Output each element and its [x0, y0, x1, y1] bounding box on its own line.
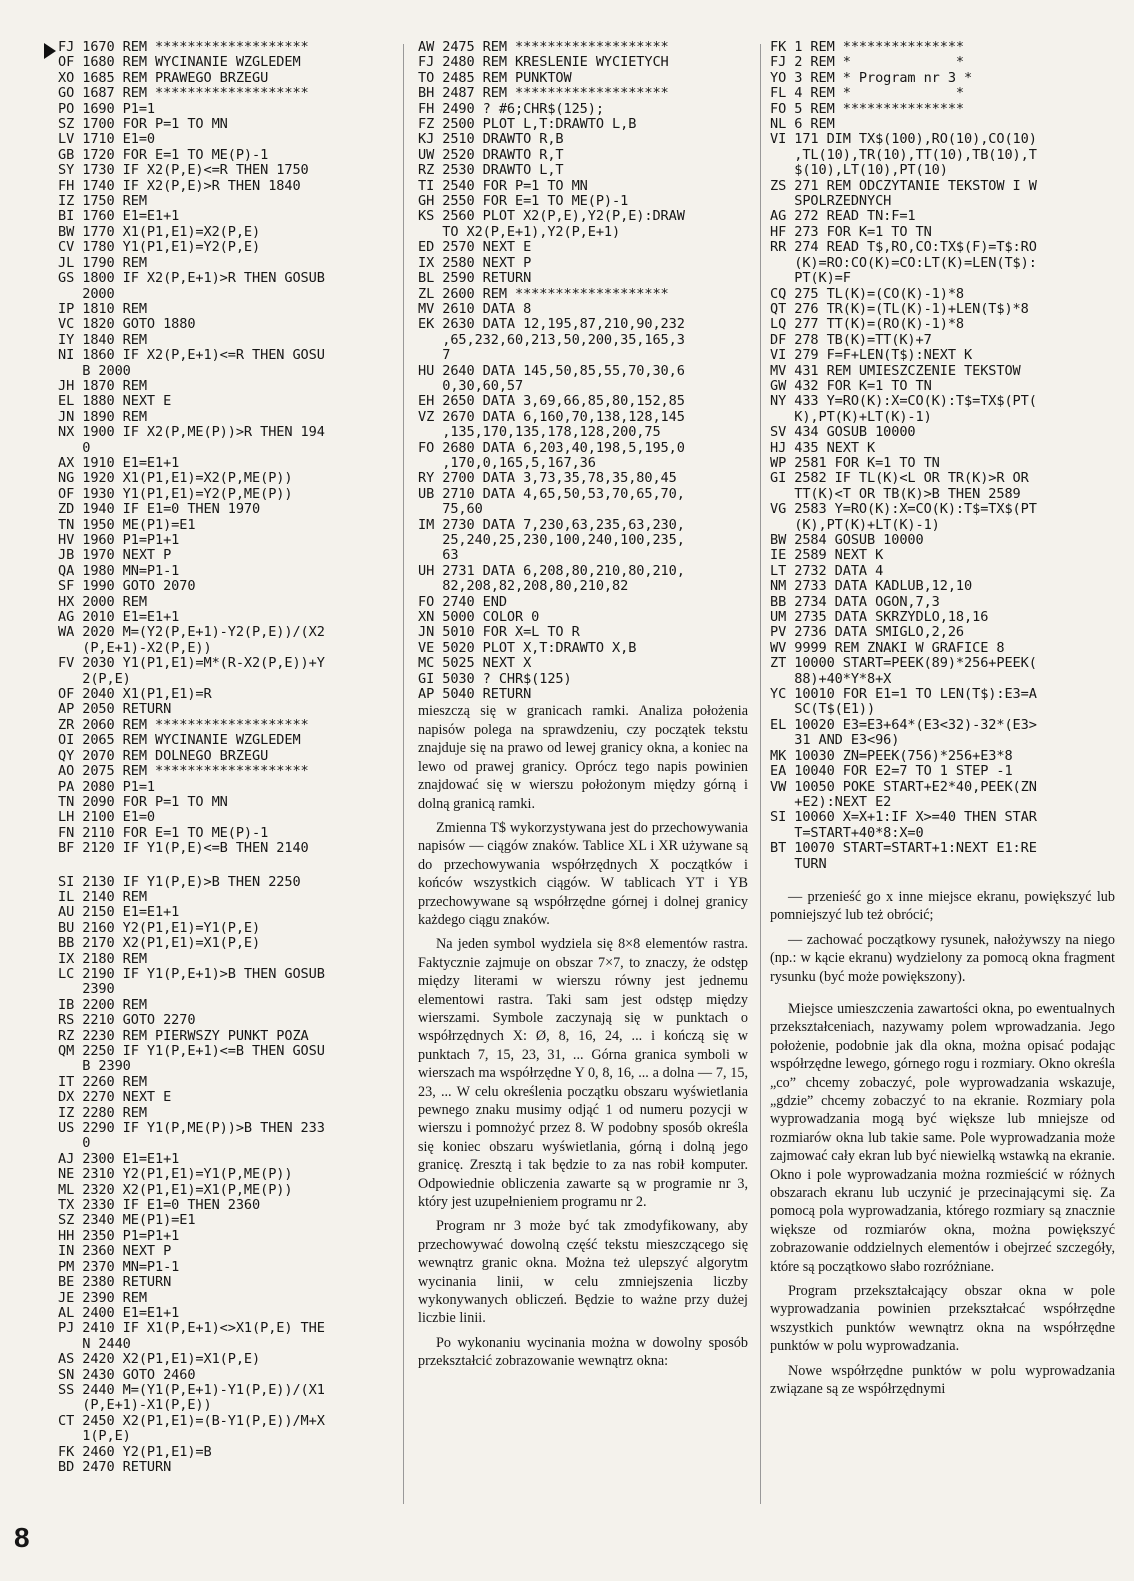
- code-listing: AW 2475 REM ******************* FJ 2480 REM KRESLENIE WYCIETYCH TO 2485 REM PUNKTOW BH 2487 REM ******************* FH 2490 ? #6;CHR$(125); FZ 2500 PLOT L,T:DRAWTO L,B KJ 2510 DRAWTO R,B UW 2520 DRAWTO R,T RZ 2530 DRAWTO L,T TI 2540 FOR P=1 TO MN GH 2550 FOR E=1 TO ME(P)-1 KS 2560 PLOT X2(P,E),Y2(P,E):DRAW TO X2(P,E+1),Y2(P,E+1) ED 2570 NEXT E IX 2580 NEXT P BL 2590 RETURN ZL 2600 REM ******************* MV 2610 DATA 8 EK 2630 DATA 12,195,87,210,90,232 ,65,232,60,213,50,200,35,165,3 7 HU 2640 DATA 145,50,85,55,70,30,6 0,30,60,57 EH 2650 DATA 3,69,66,85,80,152,85 VZ 2670 DATA 6,160,70,138,128,145 ,135,170,135,178,128,200,75 FO 2680 DATA 6,203,40,198,5,195,0 ,170,0,165,5,167,36 RY 2700 DATA 3,73,35,78,35,80,45 UB 2710 DATA 4,65,50,53,70,65,70, 75,60 IM 2730 DATA 7,230,63,235,63,230, 25,240,25,230,100,240,100,235, 63 UH 2731 DATA 6,208,80,210,80,210, 82,208,82,208,80,210,82 FO 2740 END XN 5000 COLOR 0 JN 5010 FOR X=L TO R VE 5020 PLOT X,T:DRAWTO X,B MC 5025 NEXT X GI 5030 ? CHR$(125) AP 5040 RETURN: [418, 39, 685, 703]
- article-text: [418, 702, 748, 1370]
- article-text: [770, 888, 1115, 1399]
- paragraph: Nowe współrzędne punktów w polu wyprowadzania związane są ze współrzędnymi: [770, 1362, 1115, 1398]
- spacer: [58, 857, 388, 875]
- paragraph: Po wykonaniu wycinania można w dowolny sposób przekształcić zobrazowanie wewnątrz okna:: [418, 1334, 748, 1370]
- paragraph: Program przekształcający obszar okna w pole wyprowadzania powinien przekształcać współrzędne wszystkich punktów wewnątrz okna na współrzędne punktów w polu wyprowadzania.: [770, 1283, 1115, 1355]
- paragraph: — zachować początkowy rysunek, nałożywszy na niego (np.: w kącie ekranu) wydzielony za pomocą okna fragment rysunku (być może powiększony).: [770, 931, 1115, 985]
- paragraph: Na jeden symbol wydziela się 8×8 elementów rastra. Faktycznie zajmuje on obszar 7×7, to znaczy, że odstęp między literami w wierszu równy jest jednemu elementowi rastra. Taki sam jest odstęp między wierszami. Symbole zaczynają się w punktach o współrzędnych X: Ø, 8, 16, 24, ... i kończą się w punktach 7, 15, 23, 31, ... Górna granica symboli w wierszach ma współrzędne Y 0, 8, 16, ... a dolna — 7, 15, 23, ... W celu określenia początku obszaru wyświetlania pewnego znaku musimy odjąć 1 od numeru pozycji w wierszu i pomnożyć przez 8. W podobny sposób określa się koniec obszaru wyświetlania, górną i dolną jego granicę. Zresztą i tak będzie to za nas robił komputer. Odpowiednie obliczenia zawarte są w programie nr 3, który jest uzupełnieniem programu nr 2.: [418, 936, 748, 1211]
- paragraph: Miejsce umieszczenia zawartości okna, po ewentualnych przekształceniach, nazywamy polem wprowadzania. Jego położenie, podobnie jak dla okna, można opisać podając współrzędne lewego, górnego rogu i rozmiary. Okno określa „co” chcemy zobaczyć, pole wyprowadzania wskazuje, „gdzie” chcemy zobaczyć to na ekranie. Rozmiary pola wyprowadzania mogą być większe lub mniejsze od rozmiarów okna lub takie same. Pole wyprowadzania może zajmować cały ekran lub być niewielką wstawką na ekranie. Okno i pole wyprowadzania można rozmieścić w różnych obszarach ekranu lub uczynić je przecinającymi się. Za pomocą pola wyprowadzania, którego rozmiary są znacznie większe od rozmiarów okna, można powiększyć zobrazowanie oddzielnych elementów i obejrzeć szczegóły, które są początkowo słabo rozróżniane.: [770, 1000, 1115, 1275]
- paragraph: Program nr 3 może być tak zmodyfikowany, aby przechowywać dowolną część tekstu mieszczącego się wewnątrz granic okna. Można też ulepszyć algorytm wycinania linii, w celu zmniejszenia liczby wykonywanych obliczeń. Będzie to ważne przy dużej liczbie linii.: [418, 1218, 748, 1327]
- code-listing: FJ 1670 REM ******************* OF 1680 REM WYCINANIE WZGLEDEM XO 1685 REM PRAWEGO BRZEGU GO 1687 REM ******************* PO 1690 P1=1 SZ 1700 FOR P=1 TO MN LV 1710 E1=0 GB 1720 FOR E=1 TO ME(P)-1 SY 1730 IF X2(P,E)<=R THEN 1750 FH 1740 IF X2(P,E)>R THEN 1840 IZ 1750 REM BI 1760 E1=E1+1 BW 1770 X1(P1,E1)=X2(P,E) CV 1780 Y1(P1,E1)=Y2(P,E) JL 1790 REM GS 1800 IF X2(P,E+1)>R THEN GOSUB 2000 IP 1810 REM VC 1820 GOTO 1880 IY 1840 REM NI 1860 IF X2(P,E+1)<=R THEN GOSU B 2000 JH 1870 REM EL 1880 NEXT E JN 1890 REM NX 1900 IF X2(P,ME(P))>R THEN 194 0 AX 1910 E1=E1+1 NG 1920 X1(P1,E1)=X2(P,ME(P)) OF 1930 Y1(P1,E1)=Y2(P,ME(P)) ZD 1940 IF E1=0 THEN 1970 TN 1950 ME(P1)=E1 HV 1960 P1=P1+1 JB 1970 NEXT P QA 1980 MN=P1-1 SF 1990 GOTO 2070 HX 2000 REM AG 2010 E1=E1+1 WA 2020 M=(Y2(P,E+1)-Y2(P,E))/(X2 (P,E+1)-X2(P,E)) FV 2030 Y1(P1,E1)=M*(R-X2(P,E))+Y 2(P,E) OF 2040 X1(P1,E1)=R AP 2050 RETURN ZR 2060 REM ******************* OI 2065 REM WYCINANIE WZGLEDEM QY 2070 REM DOLNEGO BRZEGU AO 2075 REM ******************* PA 2080 P1=1 TN 2090 FOR P=1 TO MN LH 2100 E1=0 FN 2110 FOR E=1 TO ME(P)-1 BF 2120 IF Y1(P,E)<=B THEN 2140: [58, 39, 325, 857]
- code-listing: FK 1 REM *************** FJ 2 REM * * YO 3 REM * Program nr 3 * FL 4 REM * * FO 5 REM *************** NL 6 REM VI 171 DIM TX$(100),RO(10),CO(10) ,TL(10),TR(10),TT(10),TB(10),T $(10),LT(10),PT(10) ZS 271 REM ODCZYTANIE TEKSTOW I W SPOLRZEDNYCH AG 272 READ TN:F=1 HF 273 FOR K=1 TO TN RR 274 READ T$,RO,CO:TX$(F)=T$:RO (K)=RO:CO(K)=CO:LT(K)=LEN(T$): PT(K)=F CQ 275 TL(K)=(CO(K)-1)*8 QT 276 TR(K)=(TL(K)-1)+LEN(T$)*8 LQ 277 TT(K)=(RO(K)-1)*8 DF 278 TB(K)=TT(K)+7 VI 279 F=F+LEN(T$):NEXT K MV 431 REM UMIESZCZENIE TEKSTOW GW 432 FOR K=1 TO TN NY 433 Y=RO(K):X=CO(K):T$=TX$(PT( K),PT(K)+LT(K)-1) SV 434 GOSUB 10000 HJ 435 NEXT K WP 2581 FOR K=1 TO TN GI 2582 IF TL(K)<L OR TR(K)>R OR TT(K)<T OR TB(K)>B THEN 2589 VG 2583 Y=RO(K):X=CO(K):T$=TX$(PT (K),PT(K)+LT(K)-1) BW 2584 GOSUB 10000 IE 2589 NEXT K LT 2732 DATA 4 NM 2733 DATA KADLUB,12,10 BB 2734 DATA OGON,7,3 UM 2735 DATA SKRZYDLO,18,16 PV 2736 DATA SMIGLO,2,26 WV 9999 REM ZNAKI W GRAFICE 8 ZT 10000 START=PEEK(89)*256+PEEK( 88)+40*Y*8+X YC 10010 FOR E1=1 TO LEN(T$):E3=A SC(T$(E1)) EL 10020 E3=E3+64*(E3<32)-32*(E3> 31 AND E3<96) MK 10030 ZN=PEEK(756)*256+E3*8 EA 10040 FOR E2=7 TO 1 STEP -1 VW 10050 POKE START+E2*40,PEEK(ZN +E2):NEXT E2 SI 10060 X=X+1:IF X>=40 THEN STAR T=START+40*8:X=0 BT 10070 START=START+1:NEXT E1:RE TURN: [770, 39, 1037, 872]
- column-divider: [760, 44, 761, 1504]
- arrow-marker-icon: [44, 43, 56, 59]
- code-listing: SI 2130 IF Y1(P,E)>B THEN 2250 IL 2140 REM AU 2150 E1=E1+1 BU 2160 Y2(P1,E1)=Y1(P,E) BB 2170 X2(P1,E1)=X1(P,E) IX 2180 REM LC 2190 IF Y1(P,E+1)>B THEN GOSUB 2390 IB 2200 REM RS 2210 GOTO 2270 RZ 2230 REM PIERWSZY PUNKT POZA QM 2250 IF Y1(P,E+1)<=B THEN GOSU B 2390 IT 2260 REM DX 2270 NEXT E IZ 2280 REM US 2290 IF Y1(P,ME(P))>B THEN 233 0 AJ 2300 E1=E1+1 NE 2310 Y2(P1,E1)=Y1(P,ME(P)) ML 2320 X2(P1,E1)=X1(P,ME(P)) TX 2330 IF E1=0 THEN 2360 SZ 2340 ME(P1)=E1 HH 2350 P1=P1+1 IN 2360 NEXT P PM 2370 MN=P1-1 BE 2380 RETURN JE 2390 REM AL 2400 E1=E1+1 PJ 2410 IF X1(P,E+1)<>X1(P,E) THE N 2440 AS 2420 X2(P1,E1)=X1(P,E) SN 2430 GOTO 2460 SS 2440 M=(Y1(P,E+1)-Y1(P,E))/(X1 (P,E+1)-X1(P,E)) CT 2450 X2(P1,E1)=(B-Y1(P,E))/M+X 1(P,E) FK 2460 Y2(P1,E1)=B BD 2470 RETURN: [58, 873, 325, 1475]
- column-divider: [403, 44, 404, 1504]
- page-number: 8: [14, 1522, 30, 1553]
- column-3: [770, 40, 1115, 1405]
- column-1: [58, 40, 388, 1475]
- paragraph: Zmienna T$ wykorzystywana jest do przechowywania napisów — ciągów znaków. Tablice XL i XR używane są do przechowywania współrzędnych X początków i końców wszystkich ciągów. W tablicach YT i YB przechowywane są współrzędne górnej i dolnej granicy każdego ciągu znaków.: [418, 819, 748, 928]
- paragraph: mieszczą się w granicach ramki. Analiza położenia napisów polega na sprawdzeniu, czy początek tekstu znajduje się na prawo od lewej granicy okna, a koniec na lewo od prawej granicy. Oprócz tego napis powinien znajdować się w wierszu położonym między górną i dolną granicą ramki.: [418, 703, 748, 812]
- column-2: [418, 40, 748, 1377]
- paragraph: — przenieść go x inne miejsce ekranu, powiększyć lub pomniejszyć lub też obrócić;: [770, 888, 1115, 924]
